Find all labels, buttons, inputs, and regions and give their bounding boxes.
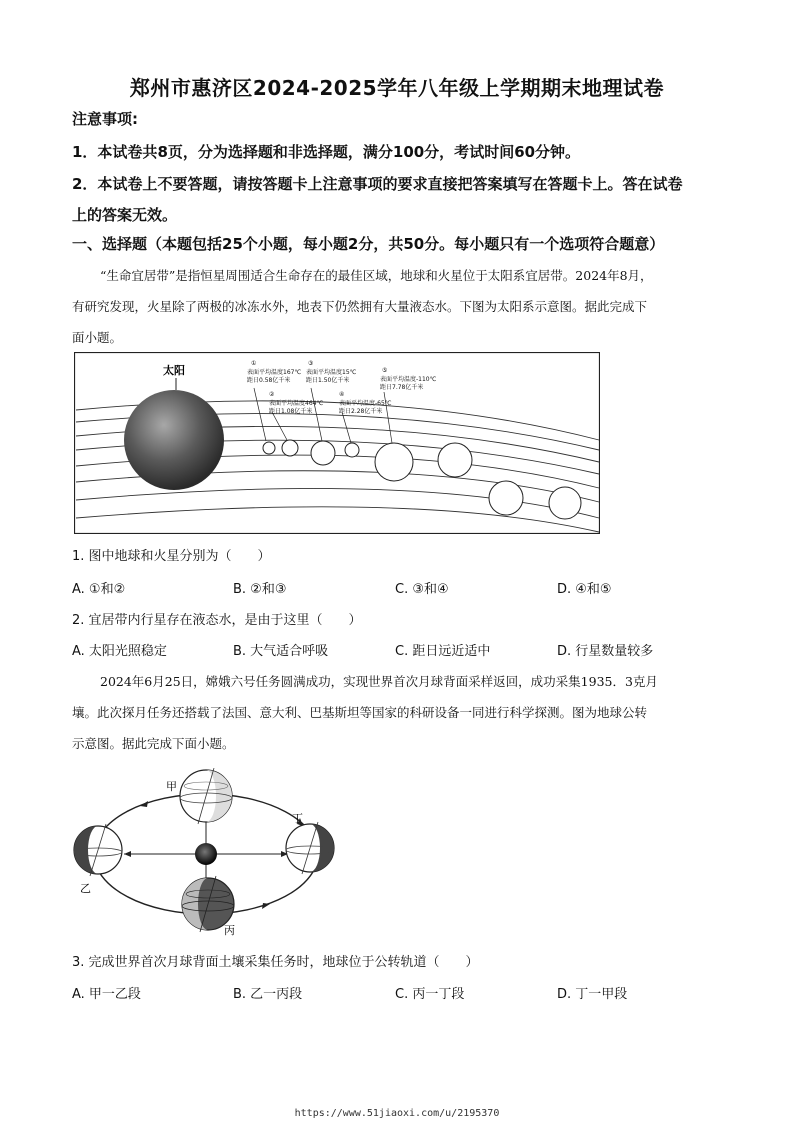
planet-2 bbox=[282, 440, 298, 456]
solar-system-diagram bbox=[74, 352, 600, 534]
question-3-option-c[interactable]: C. 丙一丁段 bbox=[395, 987, 465, 1002]
planet-1-number: ① bbox=[251, 360, 257, 367]
planet-2-number: ② bbox=[269, 391, 275, 398]
planet-3 bbox=[311, 441, 335, 465]
passage-2-line-1: 2024年6月25日，嫦娥六号任务圆满成功，实现世界首次月球背面采样返回，成功采集1935．3克月 bbox=[100, 674, 658, 689]
question-3-option-b[interactable]: B. 乙一丙段 bbox=[233, 987, 303, 1002]
question-2-stem: 2. 宜居带内行星存在液态水，是由于这里（ ） bbox=[72, 613, 362, 628]
notice-item-1: 1．本试卷共8页，分为选择题和非选择题，满分100分，考试时间60分钟。 bbox=[72, 143, 581, 161]
passage-1-line-3: 面小题。 bbox=[72, 330, 123, 345]
passage-2-line-3: 示意图。据此完成下面小题。 bbox=[72, 736, 235, 751]
question-1-option-c[interactable]: C. ③和④ bbox=[395, 582, 449, 597]
planet-4 bbox=[345, 443, 359, 457]
notice-item-2-line-2: 上的答案无效。 bbox=[72, 206, 178, 224]
notice-item-2-line-1: 2．本试卷上不要答题，请按答题卡上注意事项的要求直接把答案填写在答题卡上。答在试卷 bbox=[72, 175, 683, 193]
planet-1-temp: 表面平均温度167℃ bbox=[247, 369, 302, 376]
label-yi: 乙 bbox=[80, 882, 91, 895]
question-1-option-b[interactable]: B. ②和③ bbox=[233, 582, 287, 597]
planet-5-temp: 表面平均温度-110℃ bbox=[380, 376, 437, 383]
question-2-option-d[interactable]: D. 行星数量较多 bbox=[557, 644, 654, 659]
question-2-option-b[interactable]: B. 大气适合呼吸 bbox=[233, 644, 329, 659]
earth-revolution-diagram bbox=[70, 768, 342, 938]
planet-8 bbox=[549, 487, 581, 519]
question-2-option-a[interactable]: A. 太阳光照稳定 bbox=[72, 644, 167, 659]
question-3-stem: 3. 完成世界首次月球背面土壤采集任务时，地球位于公转轨道（ ） bbox=[72, 955, 479, 970]
footer-watermark-link[interactable]: https://www.51jiaoxi.com/u/2195370 bbox=[294, 1108, 500, 1119]
planet-5-number: ⑤ bbox=[382, 367, 388, 374]
planet-3-number: ③ bbox=[308, 360, 314, 367]
planet-3-distance: 距日1.50亿千米 bbox=[306, 377, 350, 384]
question-3-option-d[interactable]: D. 丁一甲段 bbox=[557, 987, 628, 1002]
passage-1-line-2: 有研究发现，火星除了两极的冰冻水外，地表下仍然拥有大量液态水。下图为太阳系示意图。据此完成下 bbox=[72, 299, 648, 314]
question-3-option-a[interactable]: A. 甲一乙段 bbox=[72, 987, 141, 1002]
section-heading: 一、选择题（本题包括25个小题，每小题2分，共50分。每小题只有一个选项符合题意） bbox=[72, 235, 665, 253]
question-1-stem: 1. 图中地球和火星分别为（ ） bbox=[72, 549, 271, 564]
page-title: 郑州市惠济区2024-2025学年八年级上学期期末地理试卷 bbox=[129, 76, 665, 100]
planet-4-distance: 距日2.28亿千米 bbox=[339, 408, 383, 415]
label-ding: 丁 bbox=[292, 812, 303, 825]
earth-revolution-figure bbox=[70, 768, 342, 938]
planet-7 bbox=[489, 481, 523, 515]
planet-1-distance: 距日0.58亿千米 bbox=[247, 377, 291, 384]
planet-4-number: ④ bbox=[339, 391, 345, 398]
question-1-option-d[interactable]: D. ④和⑤ bbox=[557, 582, 612, 597]
sun-center bbox=[195, 843, 217, 865]
earth-jia bbox=[180, 768, 232, 824]
solar-system-figure bbox=[74, 352, 600, 534]
earth-yi bbox=[74, 824, 122, 876]
question-1-option-a[interactable]: A. ①和② bbox=[72, 582, 126, 597]
earth-ding bbox=[286, 822, 334, 874]
planet-1 bbox=[263, 442, 275, 454]
question-2-option-c[interactable]: C. 距日远近适中 bbox=[395, 644, 491, 659]
planet-2-distance: 距日1.08亿千米 bbox=[269, 408, 313, 415]
label-bing: 丙 bbox=[224, 924, 235, 937]
sun-label: 太阳 bbox=[163, 364, 185, 377]
planet-3-temp: 表面平均温度15℃ bbox=[306, 369, 357, 376]
planet-5-distance: 距日7.78亿千米 bbox=[380, 384, 424, 391]
planet-4-temp: 表面平均温度-65℃ bbox=[339, 400, 392, 407]
sun bbox=[124, 390, 224, 490]
planet-6 bbox=[438, 443, 472, 477]
label-jia: 甲 bbox=[166, 780, 177, 793]
passage-2-line-2: 壤。此次探月任务还搭载了法国、意大利、巴基斯坦等国家的科研设备一同进行科学探测。图为地球公转 bbox=[72, 705, 648, 720]
notice-heading: 注意事项: bbox=[72, 110, 138, 128]
planet-5 bbox=[375, 443, 413, 481]
planet-2-temp: 表面平均温度464℃ bbox=[269, 400, 324, 407]
passage-1-line-1: “生命宜居带”是指恒星周围适合生命存在的最佳区域，地球和火星位于太阳系宜居带。2024年8月， bbox=[100, 268, 653, 283]
